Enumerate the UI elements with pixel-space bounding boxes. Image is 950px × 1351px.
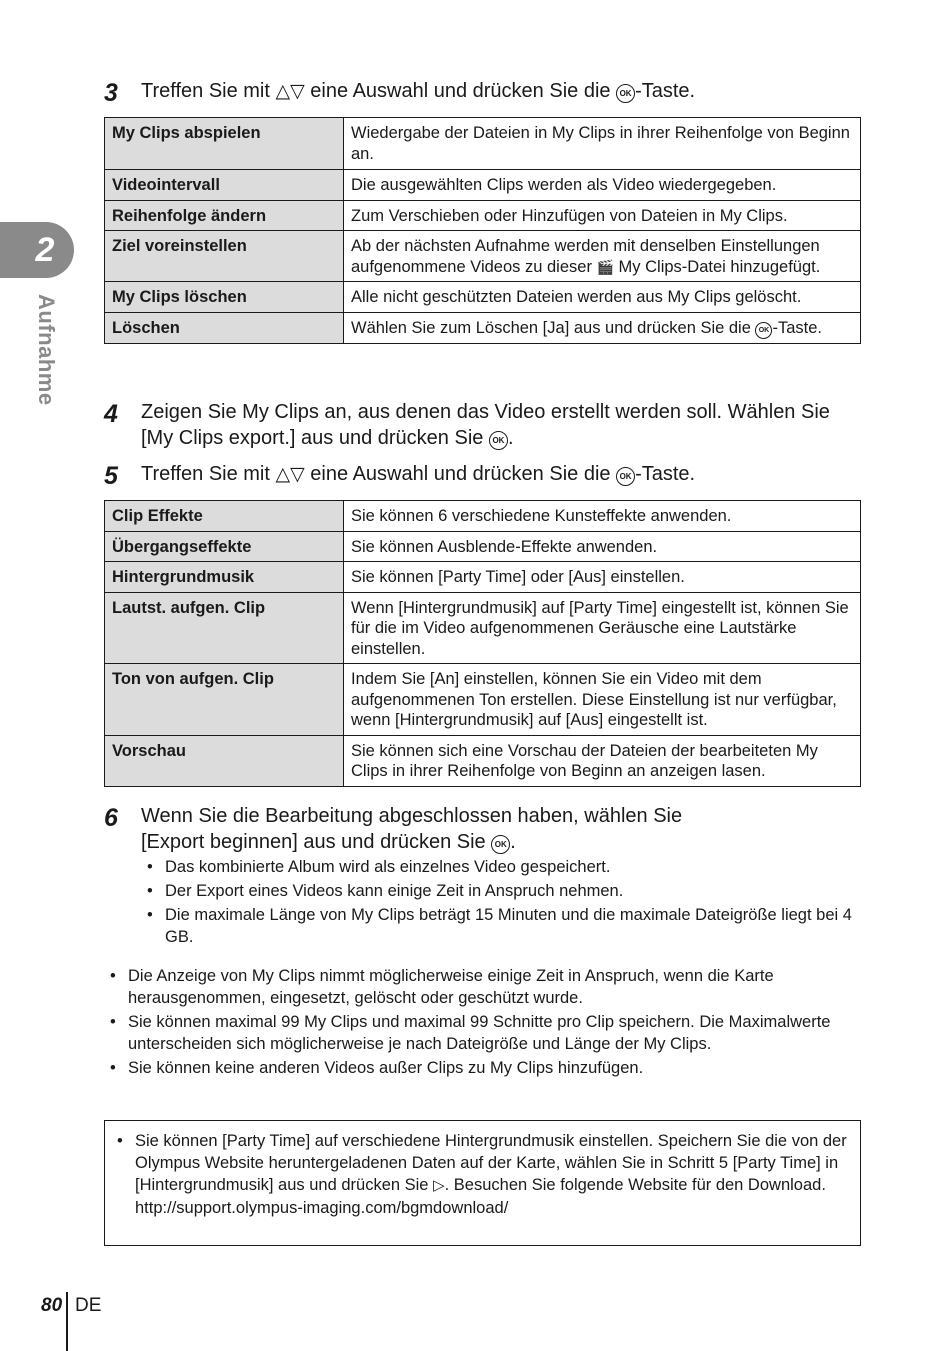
- option-name: Übergangseffekte: [105, 531, 344, 562]
- list-item-text: Die maximale Länge von My Clips beträgt 15 Minuten und die maximale Dateigröße liegt bei 4 GB.: [165, 906, 852, 946]
- table-row: [105, 200, 861, 231]
- bullet-icon: •: [110, 1059, 116, 1077]
- option-name: Lautst. aufgen. Clip: [105, 592, 344, 664]
- ok-button-icon: OK: [491, 835, 510, 854]
- option-description: Die ausgewählten Clips werden als Video wiedergegeben.: [344, 170, 861, 201]
- option-description: [344, 312, 861, 343]
- list-item: [104, 965, 856, 1009]
- list-item: [141, 904, 853, 948]
- bullet-icon: •: [117, 1132, 123, 1150]
- option-name: My Clips abspielen: [105, 118, 344, 170]
- list-item-text: Sie können maximal 99 My Clips und maximal 99 Schnitte pro Clip speichern. Die Maximalwerte unterscheiden sich möglicherweise je nach Dateigröße und Länge der My Clips.: [128, 1013, 831, 1053]
- footer-divider: [66, 1292, 68, 1351]
- step-text-mid: eine Auswahl und drücken Sie die: [304, 463, 617, 485]
- step-3: [104, 78, 864, 105]
- tip-text-post: . Besuchen Sie folgende Website für den Download.: [444, 1176, 826, 1194]
- list-item-text: Das kombinierte Album wird als einzelnes Video gespeichert.: [165, 858, 611, 876]
- option-name: My Clips löschen: [105, 282, 344, 313]
- ok-button-icon: OK: [616, 84, 635, 103]
- list-item-text: Der Export eines Videos kann einige Zeit in Anspruch nehmen.: [165, 882, 624, 900]
- step-text: [141, 803, 721, 855]
- option-description: Sie können [Party Time] oder [Aus] einstellen.: [344, 562, 861, 593]
- step-text-pre: Treffen Sie mit: [141, 463, 276, 485]
- option-name: Hintergrundmusik: [105, 562, 344, 593]
- table-row: [105, 562, 861, 593]
- list-item: [104, 1011, 856, 1055]
- table-row: [105, 312, 861, 343]
- step-text-mid: eine Auswahl und drücken Sie die: [304, 80, 617, 102]
- option-description: Wiedergabe der Dateien in My Clips in ihrer Reihenfolge von Beginn an.: [344, 118, 861, 170]
- ok-button-icon: OK: [489, 431, 508, 450]
- list-item-text: Sie können keine anderen Videos außer Clips zu My Clips hinzufügen.: [128, 1059, 644, 1077]
- option-description: [344, 231, 861, 282]
- chapter-name: Aufnahme: [34, 294, 59, 406]
- step-text-post: -Taste.: [635, 80, 696, 102]
- option-description-post: -Taste.: [772, 318, 823, 337]
- step-text-pre: Wenn Sie die Bearbeitung abgeschlossen haben, wählen Sie [Export beginnen] aus und drücken Sie: [141, 805, 683, 853]
- bullet-icon: •: [147, 882, 153, 900]
- option-description-pre: Ab der nächsten Aufnahme werden mit denselben Einstellungen aufgenommene Videos zu dieser: [351, 237, 820, 276]
- option-description: Wenn [Hintergrundmusik] auf [Party Time] eingestellt ist, können Sie für die im Video aufgenommenen Geräusche eine Lautstärke einstellen.: [344, 592, 861, 664]
- list-item: [141, 880, 853, 902]
- option-name: Vorschau: [105, 735, 344, 786]
- bullet-icon: •: [147, 906, 153, 924]
- option-description-pre: Wählen Sie zum Löschen [Ja] aus und drücken Sie die: [351, 318, 756, 337]
- option-name: Ton von aufgen. Clip: [105, 664, 344, 736]
- step-number: 3: [104, 79, 118, 107]
- step-number: 5: [104, 462, 118, 490]
- step-text-post: .: [507, 427, 514, 449]
- option-description: Sie können Ausblende-Effekte anwenden.: [344, 531, 861, 562]
- bullet-icon: •: [110, 967, 116, 985]
- list-item: [111, 1130, 856, 1219]
- download-link[interactable]: http://support.olympus-imaging.com/bgmdownload/: [135, 1199, 509, 1217]
- option-description: Sie können 6 verschiedene Kunsteffekte anwenden.: [344, 501, 861, 532]
- option-name: Videointervall: [105, 170, 344, 201]
- option-description: Alle nicht geschützten Dateien werden aus My Clips gelöscht.: [344, 282, 861, 313]
- table-row: [105, 531, 861, 562]
- list-item: [104, 1057, 856, 1079]
- tip-box: [104, 1120, 861, 1246]
- table-row: [105, 170, 861, 201]
- step-text-pre: Treffen Sie mit: [141, 80, 276, 102]
- chapter-number: 2: [35, 231, 55, 269]
- table-row: [105, 501, 861, 532]
- step-4: [104, 399, 864, 451]
- up-arrow-icon: △: [275, 81, 291, 102]
- step-6: [104, 803, 864, 855]
- list-item-text: Die Anzeige von My Clips nimmt möglicherweise einige Zeit in Anspruch, wenn die Karte herausgenommen, eingesetzt, gelöscht oder geschützt wurde.: [128, 967, 774, 1007]
- option-name: Löschen: [105, 312, 344, 343]
- tip-text-pre: Sie können [Party Time] auf verschiedene Hintergrundmusik einstellen. Speichern Sie die von der Olympus Website heruntergeladenen Daten auf der Karte, wählen Sie in Schritt 5 [Party Time] in [Hintergrundmusik] aus und drücken Sie: [135, 1132, 847, 1194]
- step-text: [141, 461, 864, 488]
- step-text-pre: Zeigen Sie My Clips an, aus denen das Video erstellt werden soll. Wählen Sie [My Clips export.] aus und drücken Sie: [141, 401, 830, 449]
- list-item: [141, 856, 853, 878]
- ok-button-icon: OK: [616, 467, 635, 486]
- bullet-icon: •: [147, 858, 153, 876]
- right-arrow-icon: ▷: [433, 1177, 445, 1194]
- option-description: Indem Sie [An] einstellen, können Sie ein Video mit dem aufgenommenen Ton erstellen. Diese Einstellung ist nur verfügbar, wenn [Hintergrundmusik] auf [Aus] eingestellt ist.: [344, 664, 861, 736]
- down-arrow-icon: ▽: [290, 81, 305, 102]
- option-description: Sie können sich eine Vorschau der Dateien der bearbeiteten My Clips in ihrer Reihenfolge von Beginn an anzeigen lasen.: [344, 735, 861, 786]
- table-row: [105, 735, 861, 786]
- table-row: [105, 664, 861, 736]
- step-6-bullet-list: [141, 856, 853, 948]
- option-name: Clip Effekte: [105, 501, 344, 532]
- option-name: Reihenfolge ändern: [105, 200, 344, 231]
- my-clips-icon: 🎬: [596, 258, 614, 275]
- step-number: 4: [104, 400, 118, 428]
- option-description-post: My Clips-Datei hinzugefügt.: [613, 257, 821, 276]
- language-code: DE: [75, 1295, 102, 1316]
- table-row: [105, 592, 861, 664]
- page-number: 80: [41, 1295, 63, 1316]
- tip-list: [111, 1130, 856, 1219]
- ok-button-icon: OK: [755, 322, 772, 339]
- notes-list: [104, 965, 856, 1079]
- table-row: [105, 231, 861, 282]
- up-arrow-icon: △: [275, 464, 291, 485]
- step-text: [141, 78, 864, 105]
- option-name: Ziel voreinstellen: [105, 231, 344, 282]
- bullet-icon: •: [110, 1013, 116, 1031]
- step-text-post: .: [510, 831, 516, 853]
- step-text-post: -Taste.: [635, 463, 696, 485]
- step-text: [141, 399, 864, 451]
- playback-options-table: [104, 117, 861, 344]
- export-options-table: [104, 500, 861, 787]
- step-5: [104, 461, 864, 488]
- table-row: [105, 118, 861, 170]
- down-arrow-icon: ▽: [290, 464, 305, 485]
- step-number: 6: [104, 804, 118, 832]
- table-row: [105, 282, 861, 313]
- option-description: Zum Verschieben oder Hinzufügen von Dateien in My Clips.: [344, 200, 861, 231]
